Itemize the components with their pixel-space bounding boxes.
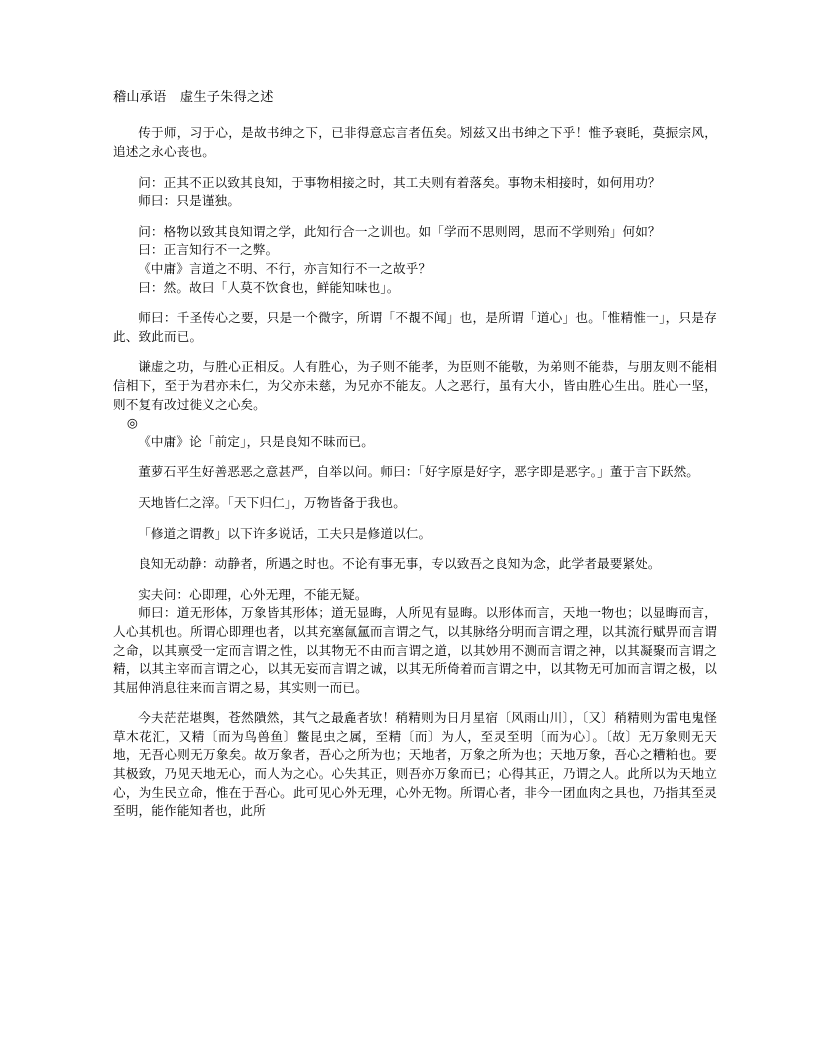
question-zhongyong: 《中庸》言道之不明、不行，亦言知行不一之故乎？: [138, 261, 432, 277]
qa-block-xinjili: [113, 586, 717, 698]
question-zhixing: 问：格物以致其良知谓之学，此知行合一之训也。如「学而不思则罔，思而不学则殆」何如？: [138, 223, 661, 239]
document-body: [113, 88, 717, 833]
paragraph-liangzhi-dongjing: 良知无动静：动静者，所遇之时也。不论有事无事，专以致吾之良知为念，此学者最要紧处。: [138, 556, 661, 572]
qa-block-gongfu: [113, 174, 717, 211]
paragraph-xiudao: 「修道之谓教」以下许多说话，工夫只是修道以仁。: [138, 525, 432, 541]
answer-zhixing-one: 曰：正言知行不一之弊。: [138, 242, 279, 258]
paragraph-dongluoshi: 董萝石平生好善恶恶之意甚严，自举以问。师曰：「好字原是好字，恶字即是恶字。」董于言下跃然。: [138, 464, 700, 480]
answer-zhixing-two: 曰：然。故曰「人莫不饮食也，鲜能知味也」。: [138, 279, 400, 295]
paragraph-qianxu: 谦虚之功，与胜心正相反。人有胜心，为子则不能孝，为臣则不能敬，为弟则不能恭，与朋友则不能相信相下，至于为君亦未仁，为父亦未慈，为兄亦不能友。人之恶行，虽有大小，皆由胜心生出。胜心一坚，则不复有改过徙义之心矣。: [113, 359, 717, 412]
answer-gongfu: 师曰：只是谨独。: [138, 193, 241, 209]
paragraph-kanyu: 今夫茫茫堪舆，苍然隤然，其气之最麁者欤！稍精则为日月星宿〔风雨山川〕，〔又〕稍精则为雷电鬼怪草木花汇，又精〔而为鸟兽鱼〕鳖昆虫之属，至精〔而〕为人，至灵至明〔而为心〕。〔故〕无万象则无天地，无吾心则无万象矣。故万象者，吾心之所为也；天地者，万象之所为也；天地万象，吾心之糟粕也。要其极致，乃见天地无心，而人为之心。心失其正，则吾亦万象而已；心得其正，乃谓之人。此所以为天地立心，为生民立命，惟在于吾心。此可见心外无理，心外无物。所谓心者，非今一团血肉之具也，乃指其至灵至明，能作能知者也，此所: [113, 710, 717, 819]
question-gongfu: 问：正其不正以致其良知，于事物相接之时，其工夫则有着落矣。事物未相接时，如何用功？: [138, 174, 661, 190]
qa-block-zhixing: [113, 223, 717, 297]
section-marker-icon: ◎: [126, 415, 138, 431]
paragraph-weizi: 师曰：千圣传心之要，只是一个微字，所谓「不覩不闻」也，是所谓「道心」也。「惟精惟一」，只是存此、致此而已。: [113, 310, 717, 344]
document-title: 稽山承语 虚生子朱得之述: [113, 90, 274, 105]
question-shifu: 实夫问：心即理，心外无理，不能无疑。: [138, 586, 368, 602]
paragraph-tiandi-ren: 天地皆仁之滓。「天下归仁」，万物皆备于我也。: [138, 494, 406, 510]
paragraph-qianding: 《中庸》论「前定」，只是良知不昧而已。: [138, 433, 375, 449]
block-qianxu: [113, 358, 717, 451]
paragraph-opening: 传于师，习于心，是故书绅之下，已非得意忘言者伍矣。矧兹又出书绅之下乎！惟予衰眊，莫振宗风，追述之永心丧也。: [113, 125, 717, 160]
answer-daowuxingti: 师曰：道无形体，万象皆其形体；道无显晦，人所见有显晦。以形体而言，天地一物也；以显晦而言，人心其机也。所谓心即理也者，以其充塞氤氲而言谓之气，以其脉络分明而言谓之理，以其流行赋畀而言谓之命，以其禀受一定而言谓之性，以其物无不由而言谓之道，以其妙用不测而言谓之神，以其凝聚而言谓之精，以其主宰而言谓之心，以其无妄而言谓之诚，以其无所倚着而言谓之中，以其物无可加而言谓之极，以其屈伸消息往来而言谓之易，其实则一而已。: [113, 605, 717, 695]
